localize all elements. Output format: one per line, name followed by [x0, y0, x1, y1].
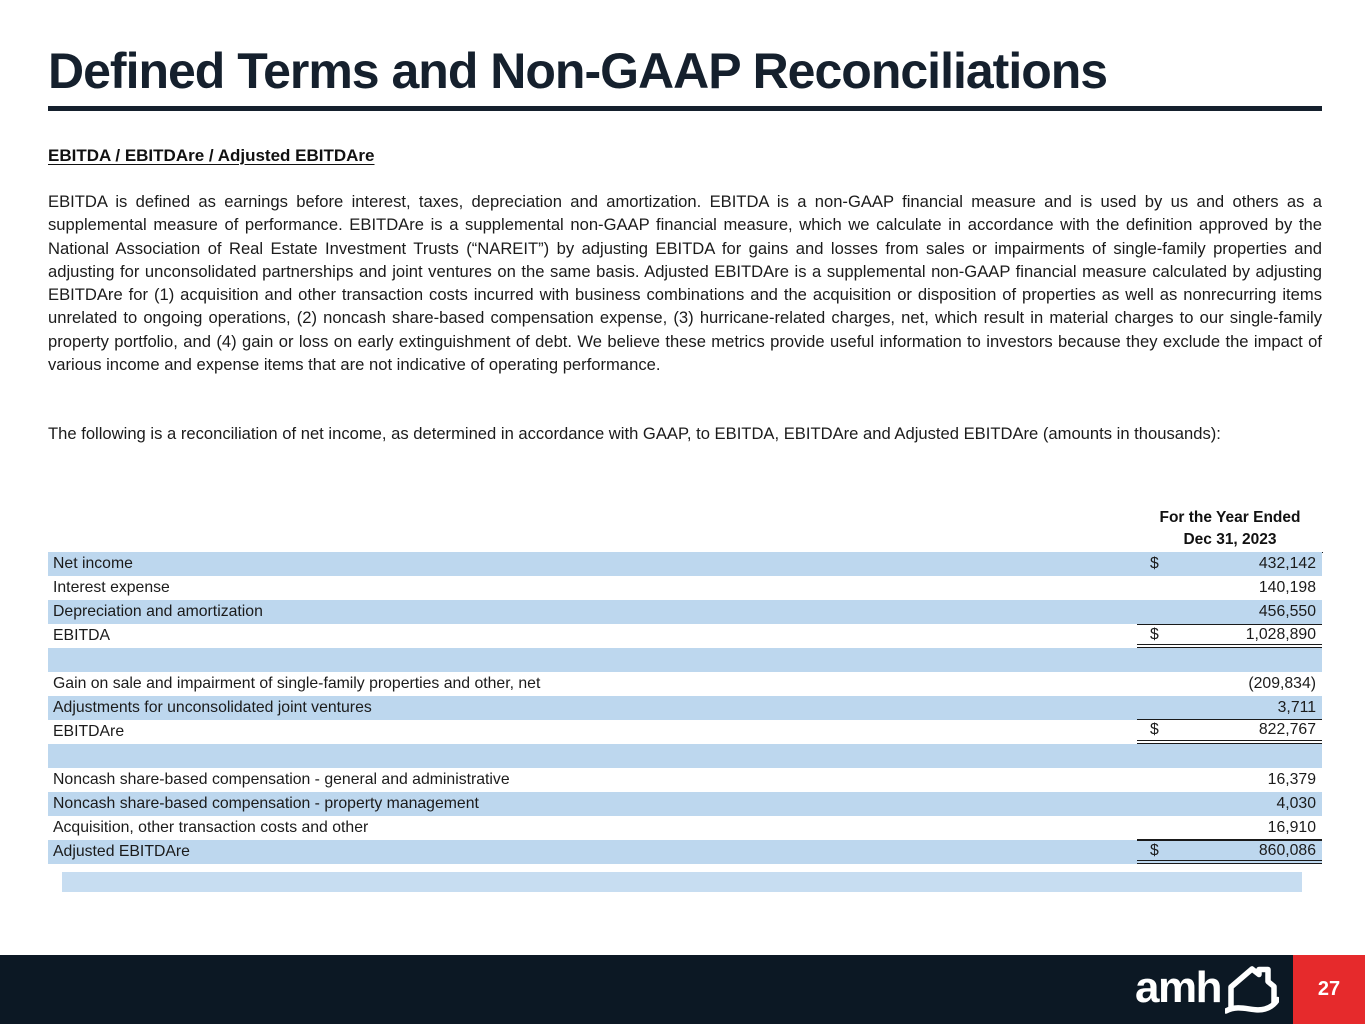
column-header-line2: Dec 31, 2023 — [1183, 531, 1277, 548]
table-spacer-row — [48, 744, 1322, 768]
table-row — [48, 816, 1322, 840]
row-value-cell — [1137, 672, 1322, 696]
section-heading: EBITDA / EBITDAre / Adjusted EBITDAre — [48, 146, 375, 165]
amh-logo — [1135, 955, 1279, 1024]
row-value-cell — [1137, 744, 1322, 768]
table-row — [48, 672, 1322, 696]
footer-bar — [0, 955, 1365, 1024]
page-title: Defined Terms and Non-GAAP Reconciliations — [48, 43, 1108, 99]
row-value: 432,142 — [1258, 555, 1316, 572]
page-number-badge — [1293, 955, 1365, 1024]
row-value-cell — [1137, 768, 1322, 792]
row-value: 16,379 — [1267, 771, 1316, 788]
column-header-line1: For the Year Ended — [1159, 509, 1301, 526]
table-row — [48, 552, 1322, 576]
row-value: (209,834) — [1248, 675, 1316, 692]
dollar-sign: $ — [1150, 721, 1159, 738]
row-label: Adjustments for unconsolidated joint ventures — [53, 699, 372, 716]
house-icon — [1225, 964, 1279, 1016]
table-row — [48, 768, 1322, 792]
dollar-sign: $ — [1150, 625, 1159, 643]
reconciliation-table — [48, 552, 1322, 864]
row-value: 456,550 — [1258, 603, 1316, 620]
row-label: Adjusted EBITDAre — [53, 843, 190, 860]
table-spacer-row — [48, 648, 1322, 672]
table-row — [48, 576, 1322, 600]
dollar-sign: $ — [1150, 555, 1159, 572]
row-value-cell — [1137, 792, 1322, 816]
title-rule — [48, 106, 1322, 111]
amh-logo-text: amh — [1135, 962, 1221, 1012]
row-value: 4,030 — [1276, 795, 1316, 812]
row-value: 860,086 — [1258, 841, 1316, 859]
row-label: Depreciation and amortization — [53, 603, 263, 620]
row-label: Gain on sale and impairment of single-family properties and other, net — [53, 675, 541, 692]
table-row — [48, 792, 1322, 816]
table-row — [48, 720, 1322, 744]
row-value-cell — [1137, 552, 1322, 576]
row-label: Interest expense — [53, 579, 170, 596]
table-row — [48, 600, 1322, 624]
row-label: Noncash share-based compensation - general and administrative — [53, 771, 510, 788]
reconciliation-intro: The following is a reconciliation of net income, as determined in accordance with GAAP, to EBITDA, EBITDAre and Adjusted EBITDAre (amounts in thousands): — [48, 424, 1221, 443]
row-label: Acquisition, other transaction costs and other — [53, 819, 369, 836]
row-value: 1,028,890 — [1245, 625, 1316, 643]
table-row — [48, 840, 1322, 864]
row-value-cell — [1137, 576, 1322, 600]
table-column-header — [1137, 507, 1323, 553]
table-row — [48, 696, 1322, 720]
row-value: 140,198 — [1258, 579, 1316, 596]
row-value: 16,910 — [1267, 818, 1316, 836]
row-value: 822,767 — [1258, 721, 1316, 738]
row-value-cell — [1137, 816, 1322, 840]
definition-paragraph: EBITDA is defined as earnings before interest, taxes, depreciation and amortization. EBITDA is a non-GAAP financial measure and is used by us and others as a supplemental measure of performance. EBITDAre is a supplemental non-GAAP financial measure, which we calculate in accordance with the definition approved by the National Association of Real Estate Investment Trusts (“NAREIT”) by adjusting EBITDA for gains and losses from sales or impairments of single-family properties and adjusting for unconsolidated partnerships and joint ventures on the same basis. Adjusted EBITDAre is a supplemental non-GAAP financial measure calculated by adjusting EBITDAre for (1) acquisition and other transaction costs incurred with business combinations and the acquisition or disposition of properties as well as nonrecurring items unrelated to ongoing operations, (2) noncash share-based compensation expense, (3) hurricane-related charges, net, which result in material charges to our single-family property portfolio, and (4) gain or loss on early extinguishment of debt. We believe these metrics provide useful information to investors because they exclude the impact of various income and expense items that are not indicative of operating performance. — [48, 192, 1322, 375]
row-value-cell — [1137, 648, 1322, 672]
row-label: Net income — [53, 555, 133, 572]
table-tail-shade-band — [62, 872, 1302, 892]
row-label: EBITDA — [53, 627, 111, 644]
table-row — [48, 624, 1322, 648]
row-value-cell — [1137, 696, 1322, 720]
row-value-cell — [1137, 840, 1322, 864]
row-value: 3,711 — [1277, 698, 1316, 716]
dollar-sign: $ — [1150, 841, 1159, 859]
page-number: 27 — [1317, 978, 1341, 1000]
row-value-cell — [1137, 720, 1322, 744]
row-label: EBITDAre — [53, 723, 125, 740]
row-label: Noncash share-based compensation - property management — [53, 795, 479, 812]
row-value-cell — [1137, 600, 1322, 624]
row-value-cell — [1137, 624, 1322, 648]
